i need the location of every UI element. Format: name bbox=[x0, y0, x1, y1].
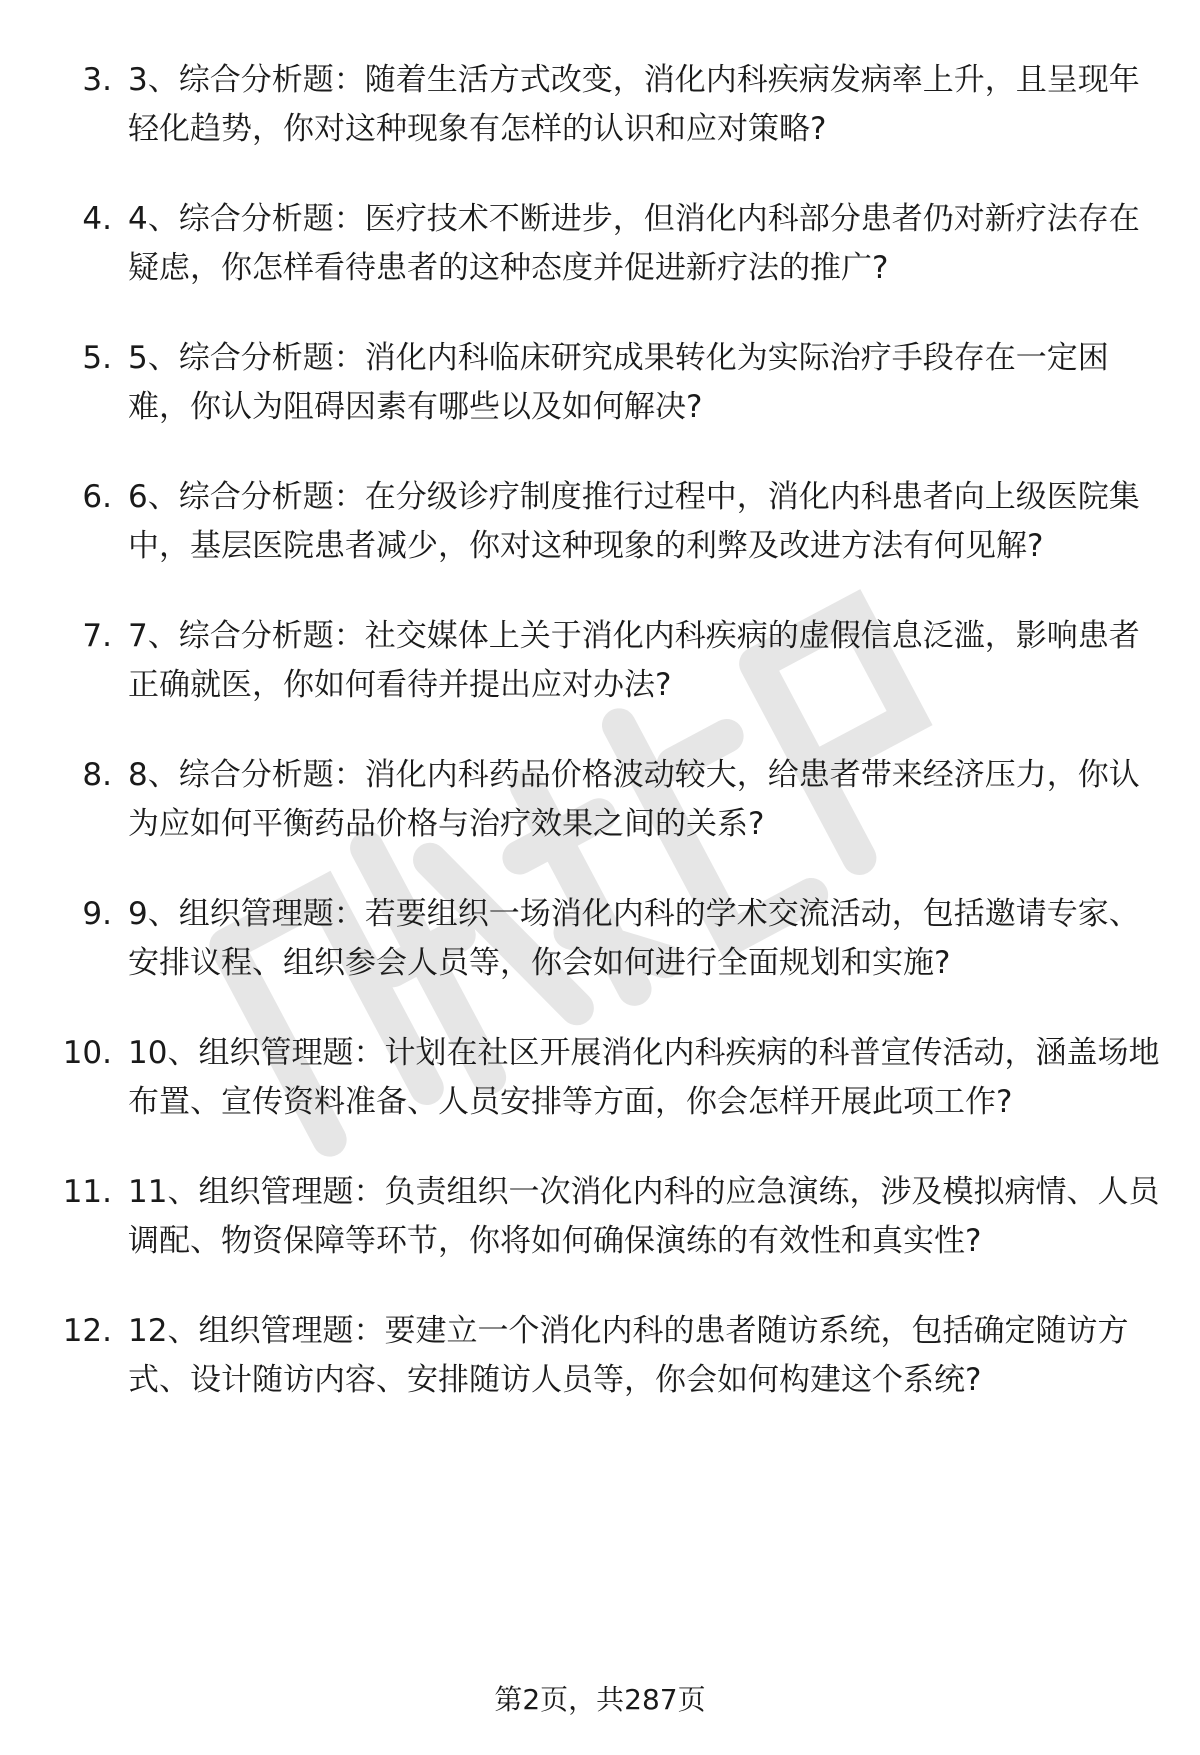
page-footer: 第2页，共287页 bbox=[494, 1683, 706, 1716]
question-list bbox=[0, 56, 1200, 1446]
question-number: 5. bbox=[82, 340, 112, 376]
question-text: 4、综合分析题：医疗技术不断进步，但消化内科部分患者仍对新疗法存在疑虑，你怎样看待患者的这种态度并促进新疗法的推广? bbox=[128, 201, 1140, 286]
question-text: 5、综合分析题：消化内科临床研究成果转化为实际治疗手段存在一定困难，你认为阻碍因素有哪些以及如何解决? bbox=[128, 340, 1109, 425]
question-item-9 bbox=[0, 890, 1200, 988]
question-item-8 bbox=[0, 751, 1200, 849]
question-text: 10、组织管理题：计划在社区开展消化内科疾病的科普宣传活动，涵盖场地布置、宣传资料准备、人员安排等方面，你会怎样开展此项工作? bbox=[128, 1035, 1160, 1120]
question-number: 6. bbox=[82, 479, 112, 515]
question-item-5 bbox=[0, 334, 1200, 432]
question-item-6 bbox=[0, 473, 1200, 571]
question-item-4 bbox=[0, 195, 1200, 293]
question-item-3 bbox=[0, 56, 1200, 154]
question-item-10 bbox=[0, 1029, 1200, 1127]
question-text: 9、组织管理题：若要组织一场消化内科的学术交流活动，包括邀请专家、安排议程、组织参会人员等，你会如何进行全面规划和实施? bbox=[128, 896, 1140, 981]
question-text: 6、综合分析题：在分级诊疗制度推行过程中，消化内科患者向上级医院集中，基层医院患者减少，你对这种现象的利弊及改进方法有何见解? bbox=[128, 479, 1140, 564]
question-number: 11. bbox=[62, 1174, 112, 1210]
question-number: 7. bbox=[82, 618, 112, 654]
question-item-11 bbox=[0, 1168, 1200, 1266]
question-text: 12、组织管理题：要建立一个消化内科的患者随访系统，包括确定随访方式、设计随访内容、安排随访人员等，你会如何构建这个系统? bbox=[128, 1313, 1129, 1398]
question-number: 4. bbox=[82, 201, 112, 237]
question-item-7 bbox=[0, 612, 1200, 710]
question-number: 3. bbox=[82, 62, 112, 98]
question-text: 11、组织管理题：负责组织一次消化内科的应急演练，涉及模拟病情、人员调配、物资保障等环节，你将如何确保演练的有效性和真实性? bbox=[128, 1174, 1160, 1259]
question-number: 8. bbox=[82, 757, 112, 793]
question-text: 3、综合分析题：随着生活方式改变，消化内科疾病发病率上升，且呈现年轻化趋势，你对这种现象有怎样的认识和应对策略? bbox=[128, 62, 1140, 147]
question-number: 10. bbox=[62, 1035, 112, 1071]
question-number: 12. bbox=[62, 1313, 112, 1349]
question-text: 8、综合分析题：消化内科药品价格波动较大，给患者带来经济压力，你认为应如何平衡药品价格与治疗效果之间的关系? bbox=[128, 757, 1140, 842]
question-item-12 bbox=[0, 1307, 1200, 1405]
question-number: 9. bbox=[82, 896, 112, 932]
question-text: 7、综合分析题：社交媒体上关于消化内科疾病的虚假信息泛滥，影响患者正确就医，你如何看待并提出应对办法? bbox=[128, 618, 1140, 703]
